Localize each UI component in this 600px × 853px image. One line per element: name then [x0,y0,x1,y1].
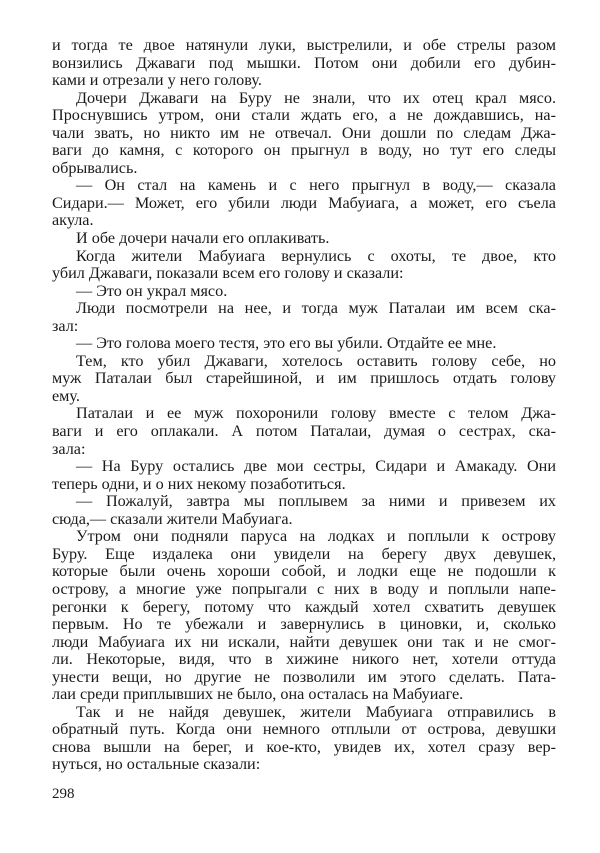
paragraph [52,353,556,406]
text-line: нуться, но остальные сказали: [52,755,261,774]
page-body-text [52,37,556,774]
text-line: обратный путь. Когда они немного отплыли от острова, девушки [52,720,556,739]
text-line: — Он стал на камень и с него прыгнул в воду,— сказала [76,176,556,195]
paragraph [52,458,556,493]
paragraph [52,704,556,774]
text-line: первым. Но те убежали и завернулись в циновки, и, сколько [52,615,556,634]
text-line: люди Мабуиага их ни искали, найти девушек они так и не смог- [52,632,556,651]
text-line: И обе дочери начали его оплакивать. [76,229,330,248]
text-line: снова вышли на берег, и кое-кто, увидев их, хотел сразу вер- [52,737,556,756]
paragraph [52,300,556,335]
text-line: — Это голова моего тестя, это его вы убили. Отдайте ее мне. [76,334,497,353]
text-line: унести вещи, но другие не позволили им этого сделать. Пата- [52,667,556,686]
text-line: ваги и его оплакали. А потом Паталаи, думая о сестрах, ска- [52,422,556,441]
paragraph [52,405,556,458]
text-line: чали звать, но никто им не отвечал. Они дошли по следам Джа- [52,123,556,142]
text-line: Утром они подняли паруса на лодках и поплыли к острову [76,527,556,546]
text-line: — На Буру остались две мои сестры, Сидари и Амакаду. Они [76,457,556,476]
text-line: Так и не найдя девушек, жители Мабуиага отправились в [76,702,556,721]
text-line: Паталаи и ее муж похоронили голову вместе с телом Джа- [76,404,556,423]
text-line: сюда,— сказали жители Мабуиага. [52,509,293,528]
paragraph [52,177,556,230]
paragraph [52,493,556,528]
paragraph [52,230,556,248]
text-line: регонки к берегу, потому что каждый хотел схватить девушек [52,597,556,616]
text-line: зал: [52,316,79,335]
paragraph [52,528,556,703]
paragraph [52,248,556,283]
text-line: вонзились Джаваги под мышки. Потом они добили его дубин- [52,53,556,72]
text-line: Тем, кто убил Джаваги, хотелось оставить голову себе, но [76,351,556,370]
page-number: 298 [52,786,75,802]
text-line: Когда жители Мабуиага вернулись с охоты, те двое, кто [76,246,556,265]
paragraph [52,283,556,301]
text-line: которые были очень хороши собой, и лодки еще не подошли к [52,562,556,581]
text-line: Сидари.— Может, его убили люди Мабуиага, а может, его съела [52,193,556,212]
paragraph [52,90,556,178]
text-line: — Это он украл мясо. [76,281,228,300]
text-line: лаи среди приплывших не было, она осталась на Мабуиаге. [52,685,464,704]
text-line: ваги до камня, с которого он прыгнул в воду, но тут его следы [52,141,556,160]
text-line: Дочери Джаваги на Буру не знали, что их отец крал мясо. [76,88,556,107]
text-line: убил Джаваги, показали всем его голову и сказали: [52,264,404,283]
text-line: острову, а многие уже попрыгали с них в воду и поплыли напе- [52,579,556,598]
text-line: Проснувшись утром, они стали ждать его, а не дождавшись, на- [52,106,556,125]
text-line: акула. [52,211,94,230]
text-line: — Пожалуй, завтра мы поплывем за ними и привезем их [76,492,556,511]
text-line: ли. Некоторые, видя, что в хижине никого нет, хотели оттуда [52,650,556,669]
text-line: обрывались. [52,158,138,177]
text-line: и тогда те двое натянули луки, выстрелили, и обе стрелы разом [52,36,556,54]
text-line: теперь одни, и о них некому позаботиться. [52,474,346,493]
text-line: зала: [52,439,86,458]
paragraph [52,37,556,90]
text-line: ками и отрезали у него голову. [52,71,262,90]
text-line: ему. [52,386,80,405]
text-line: муж Паталаи был старейшиной, и им пришлось отдать голову [52,369,556,388]
text-line: Буру. Еще издалека они увидели на берегу двух девушек, [52,544,556,563]
paragraph [52,335,556,353]
text-line: Люди посмотрели на нее, и тогда муж Паталаи им всем ска- [76,299,556,318]
